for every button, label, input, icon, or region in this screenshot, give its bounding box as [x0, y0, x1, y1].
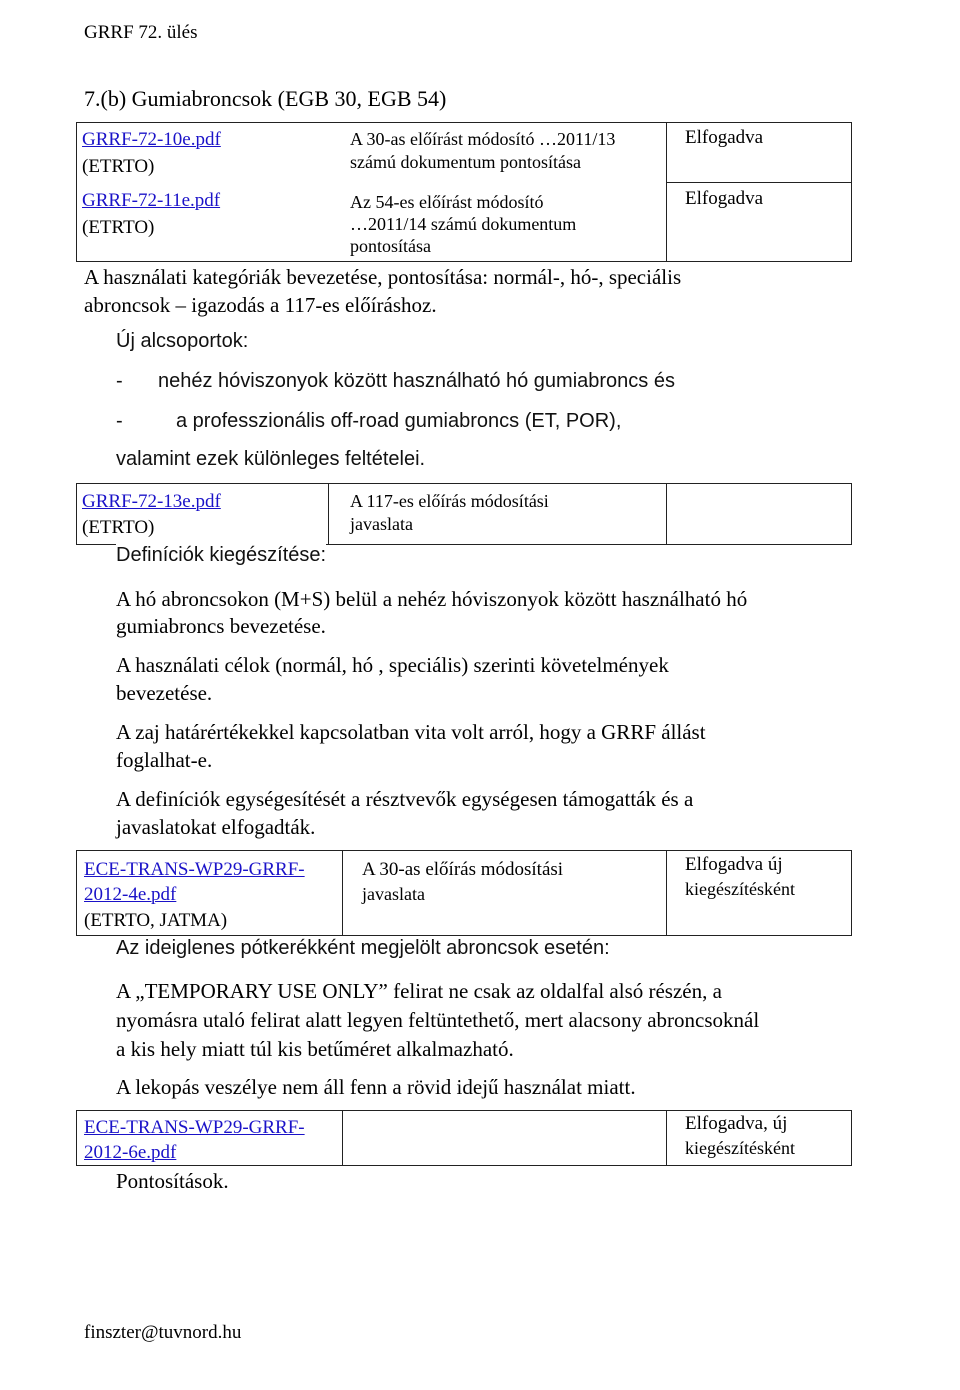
section-title: 7.(b) Gumiabroncsok (EGB 30, EGB 54) — [84, 86, 447, 111]
doc-link-ece-trans-wp29-grrf-2012-6e[interactable]: ECE-TRANS-WP29-GRRF- — [84, 1117, 305, 1138]
para-usage-line2: bevezetése. — [116, 681, 213, 705]
para-temporary-line2: nyomásra utaló felirat alatt legyen feltüntethető, mert alacsony abroncsoknál — [116, 1008, 760, 1032]
doc-status: Elfogadva, új — [685, 1113, 788, 1134]
doc-description: A 30-as előírást módosító …2011/13 — [350, 129, 616, 149]
doc-link-ece-trans-wp29-grrf-2012-6e-line2[interactable]: 2012-6e.pdf — [84, 1142, 177, 1163]
doc-status: Elfogadva — [685, 188, 764, 209]
doc-description-line2: számú dokumentum pontosítása — [350, 152, 581, 172]
doc-status: Elfogadva — [685, 127, 764, 148]
doc-description: Az 54-es előírást módosító — [350, 192, 544, 212]
doc-description: A 117-es előírás módosítási — [350, 491, 549, 511]
table3-divider-1 — [342, 850, 343, 936]
subgroups-heading: Új alcsoportok: — [116, 330, 249, 352]
para-usage-line1: A használati célok (normál, hó , speciális) szerinti követelmények — [116, 653, 669, 677]
para-noise-line1: A zaj határértékekkel kapcsolatban vita volt arról, hogy a GRRF állást — [116, 720, 706, 744]
page-header: GRRF 72. ülés — [84, 22, 198, 43]
doc-link-grrf-72-13e[interactable]: GRRF-72-13e.pdf — [82, 491, 221, 512]
doc-description-line2: …2011/14 számú dokumentum — [350, 214, 577, 234]
doc-status-line2: kiegészítésként — [685, 879, 795, 899]
table1-row-divider — [666, 182, 852, 183]
para-temporary-line3: a kis hely miatt túl kis betűméret alkalmazható. — [116, 1037, 514, 1061]
table2-divider-1 — [328, 483, 329, 545]
para-wear: A lekopás veszélye nem áll fenn a rövid idejű használat miatt. — [116, 1075, 636, 1099]
doc-status-line2: kiegészítésként — [685, 1138, 795, 1158]
para-temporary-line1: A „TEMPORARY USE ONLY” felirat ne csak az oldalfal alsó részén, a — [116, 979, 722, 1003]
para-snow-line1: A hó abroncsokon (M+S) belül a nehéz hóviszonyok között használható hó — [116, 587, 748, 611]
footer-email: finszter@tuvnord.hu — [84, 1322, 242, 1343]
doc-status: Elfogadva új — [685, 854, 783, 875]
doc-source: (ETRTO) — [82, 156, 155, 177]
doc-description: A 30-as előírás módosítási — [362, 859, 564, 880]
doc-link-grrf-72-11e[interactable]: GRRF-72-11e.pdf — [82, 190, 221, 211]
para-noise-line2: foglalhat-e. — [116, 748, 213, 772]
temporary-spare-heading: Az ideiglenes pótkerékként megjelölt abroncsok esetén: — [116, 937, 610, 959]
doc-link-grrf-72-10e[interactable]: GRRF-72-10e.pdf — [82, 129, 221, 150]
table3-divider-2 — [666, 850, 667, 936]
doc-source: (ETRTO) — [82, 517, 155, 538]
doc-link-ece-trans-wp29-grrf-2012-4e-line2[interactable]: 2012-4e.pdf — [84, 884, 177, 905]
table4-divider-1 — [342, 1110, 343, 1166]
doc-source: (ETRTO, JATMA) — [84, 910, 228, 931]
usage-categories-line2: abroncsok – igazodás a 117-es előíráshoz. — [84, 293, 437, 317]
para-definitions-line1: A definíciók egységesítését a résztvevők egységesen támogatták és a — [116, 787, 694, 811]
bullet-dash: - — [116, 410, 123, 432]
table2-divider-2 — [666, 483, 667, 545]
bullet-dash: - — [116, 370, 123, 392]
doc-description-line2: javaslata — [362, 884, 425, 904]
doc-link-ece-trans-wp29-grrf-2012-4e[interactable]: ECE-TRANS-WP29-GRRF- — [84, 859, 305, 880]
doc-description-line3: pontosítása — [350, 236, 431, 256]
table1-divider-1 — [666, 122, 667, 262]
subgroups-tail: valamint ezek különleges feltételei. — [116, 448, 426, 470]
subgroup-item-2: a professzionális off-road gumiabroncs (ET, POR), — [176, 410, 622, 432]
definitions-heading: Definíciók kiegészítése: — [116, 544, 327, 566]
subgroup-item-1: nehéz hóviszonyok között használható hó gumiabroncs és — [158, 370, 675, 392]
table4-divider-2 — [666, 1110, 667, 1166]
clarifications-label: Pontosítások. — [116, 1166, 229, 1196]
doc-description-line2: javaslata — [350, 514, 413, 534]
para-definitions-line2: javaslatokat elfogadták. — [116, 815, 316, 839]
para-snow-line2: gumiabroncs bevezetése. — [116, 614, 326, 638]
doc-source: (ETRTO) — [82, 217, 155, 238]
usage-categories-line1: A használati kategóriák bevezetése, pontosítása: normál-, hó-, speciális — [84, 265, 682, 289]
